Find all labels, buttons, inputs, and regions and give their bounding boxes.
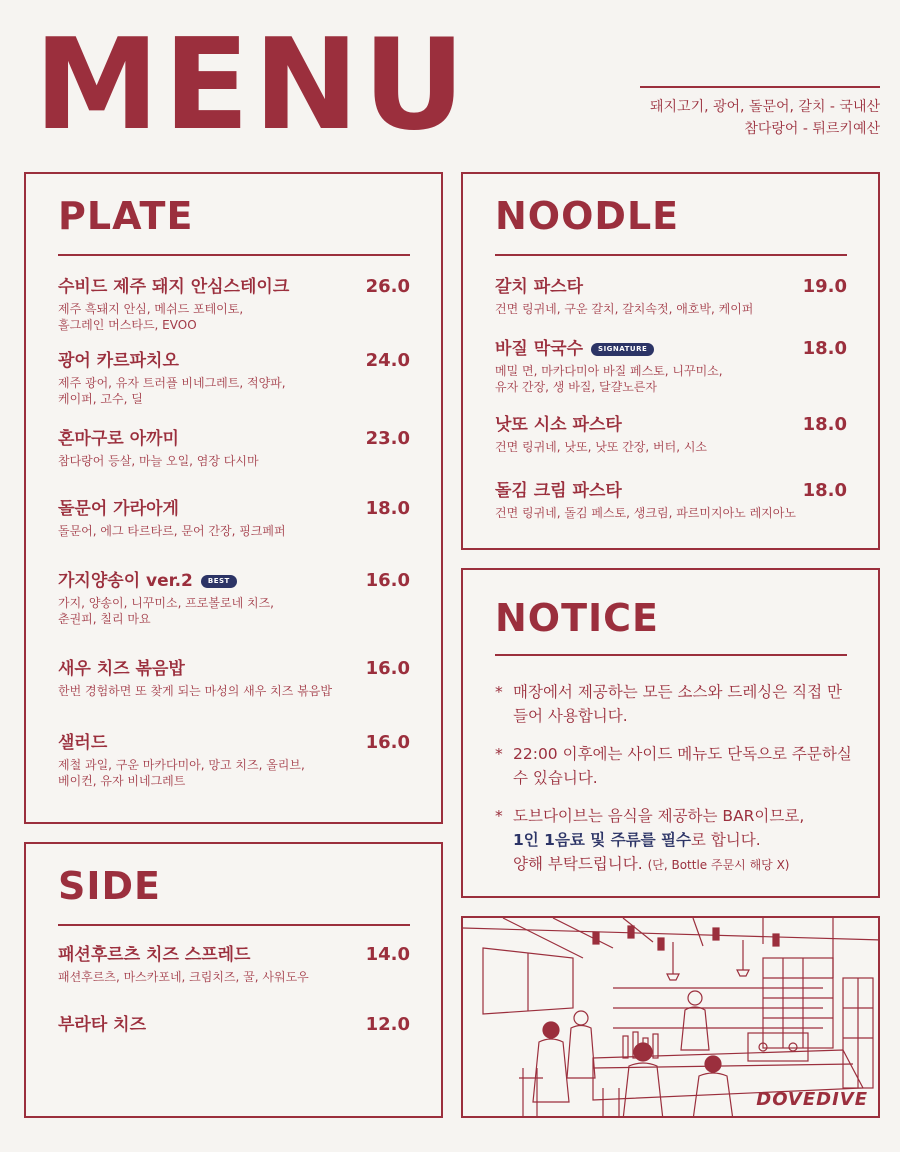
origin-line-import: 참다랑어 - 튀르키예산	[744, 121, 880, 137]
menu-item	[58, 350, 410, 407]
item-price: 18.0	[802, 338, 847, 359]
item-name: 광어 카르파치오	[58, 351, 179, 371]
noodle-divider	[495, 254, 847, 256]
item-desc: 건면 링귀네, 낫또, 낫또 간장, 버터, 시소	[495, 440, 708, 454]
noodle-panel	[461, 172, 880, 550]
item-desc: 제철 과일, 구운 마카다미아, 망고 치즈, 올리브, 베이컨, 유자 비네그레트	[58, 758, 305, 788]
menu-item	[58, 276, 410, 333]
item-price: 18.0	[365, 498, 410, 519]
plate-title: PLATE	[58, 194, 194, 238]
origin-info	[640, 86, 880, 140]
item-price: 23.0	[365, 428, 410, 449]
item-name: 혼마구로 아까미	[58, 429, 179, 449]
item-price: 16.0	[365, 570, 410, 591]
item-name: 낫또 시소 파스타	[495, 415, 622, 435]
item-price: 18.0	[802, 480, 847, 501]
notice-text: 양해 부탁드립니다.	[513, 855, 643, 873]
notice-text: 로 합니다.	[690, 831, 761, 849]
item-name: 부라타 치즈	[58, 1015, 147, 1035]
best-badge: BEST	[201, 575, 237, 588]
notice-item	[495, 742, 855, 790]
notice-item	[495, 804, 855, 877]
origin-line-domestic: 돼지고기, 광어, 돌문어, 갈치 - 국내산	[650, 99, 880, 115]
asterisk-icon: *	[495, 745, 503, 763]
menu-item	[58, 1014, 410, 1036]
notice-panel	[461, 568, 880, 898]
menu-title: MENU	[34, 11, 470, 158]
asterisk-icon: *	[495, 683, 503, 701]
menu-item	[495, 338, 847, 395]
item-desc: 제주 흑돼지 안심, 메쉬드 포테이토, 홀그레인 머스타드, EVOO	[58, 302, 244, 332]
plate-panel	[24, 172, 443, 824]
noodle-title: NOODLE	[495, 194, 680, 238]
menu-item	[58, 732, 410, 789]
item-desc: 돌문어, 에그 타르타르, 문어 간장, 핑크페퍼	[58, 524, 286, 538]
menu-item	[58, 570, 410, 627]
item-name: 가지양송이 ver.2	[58, 571, 193, 591]
notice-footnote: (단, Bottle 주문시 해당 X)	[647, 858, 790, 872]
item-price: 12.0	[365, 1014, 410, 1035]
item-desc: 한번 경험하면 또 찾게 되는 마성의 새우 치즈 볶음밥	[58, 684, 332, 698]
item-name-row	[58, 570, 410, 592]
menu-item	[58, 658, 410, 699]
item-price: 16.0	[365, 732, 410, 753]
item-name: 돌문어 가라아게	[58, 499, 179, 519]
notice-text: 매장에서 제공하는 모든 소스와 드레싱은 직접 만들어 사용합니다.	[513, 683, 843, 725]
side-divider	[58, 924, 410, 926]
menu-item	[495, 276, 847, 317]
menu-item	[495, 414, 847, 455]
side-title: SIDE	[58, 864, 162, 908]
side-panel	[24, 842, 443, 1118]
item-price: 14.0	[365, 944, 410, 965]
menu-item	[58, 498, 410, 539]
item-name: 돌김 크림 파스타	[495, 481, 622, 501]
notice-emphasis: 1인 1음료 및 주류를 필수	[513, 831, 691, 849]
item-desc: 제주 광어, 유자 트러플 비네그레트, 적양파, 케이퍼, 고수, 딜	[58, 376, 286, 406]
item-name: 샐러드	[58, 733, 108, 753]
item-name: 갈치 파스타	[495, 277, 584, 297]
notice-divider	[495, 654, 847, 656]
item-desc: 메밀 면, 마카다미아 바질 페스토, 니꾸미소, 유자 간장, 생 바질, 달걀노른자	[495, 364, 723, 394]
item-desc: 건면 링귀네, 구운 갈치, 갈치속젓, 애호박, 케이퍼	[495, 302, 754, 316]
notice-list	[495, 680, 855, 891]
item-price: 19.0	[802, 276, 847, 297]
item-price: 18.0	[802, 414, 847, 435]
item-name-row	[495, 338, 847, 360]
brand-logo: DOVEDIVE	[756, 1089, 868, 1110]
item-name: 수비드 제주 돼지 안심스테이크	[58, 277, 290, 297]
notice-title: NOTICE	[495, 596, 660, 640]
item-desc: 가지, 양송이, 니꾸미소, 프로볼로네 치즈, 춘권피, 칠리 마요	[58, 596, 274, 626]
item-price: 26.0	[365, 276, 410, 297]
menu-item	[58, 944, 410, 985]
plate-divider	[58, 254, 410, 256]
menu-item	[495, 480, 847, 521]
item-desc: 패션후르츠, 마스카포네, 크림치즈, 꿀, 사워도우	[58, 970, 309, 984]
asterisk-icon: *	[495, 807, 503, 825]
notice-text: 22:00 이후에는 사이드 메뉴도 단독으로 주문하실 수 있습니다.	[513, 745, 852, 787]
item-name: 새우 치즈 볶음밥	[58, 659, 185, 679]
item-price: 16.0	[365, 658, 410, 679]
item-name: 패션후르츠 치즈 스프레드	[58, 945, 251, 965]
notice-item	[495, 680, 855, 728]
cafe-scene-drawing	[463, 918, 880, 1118]
item-name: 바질 막국수	[495, 339, 584, 359]
menu-item	[58, 428, 410, 469]
cafe-illustration	[461, 916, 880, 1118]
item-desc: 참다랑어 등살, 마늘 오일, 염장 다시마	[58, 454, 259, 468]
notice-text: 도브다이브는 음식을 제공하는 BAR이므로,	[513, 807, 805, 825]
item-price: 24.0	[365, 350, 410, 371]
item-desc: 건면 링귀네, 돌김 페스토, 생크림, 파르미지아노 레지아노	[495, 506, 796, 520]
signature-badge: SIGNATURE	[591, 343, 654, 356]
